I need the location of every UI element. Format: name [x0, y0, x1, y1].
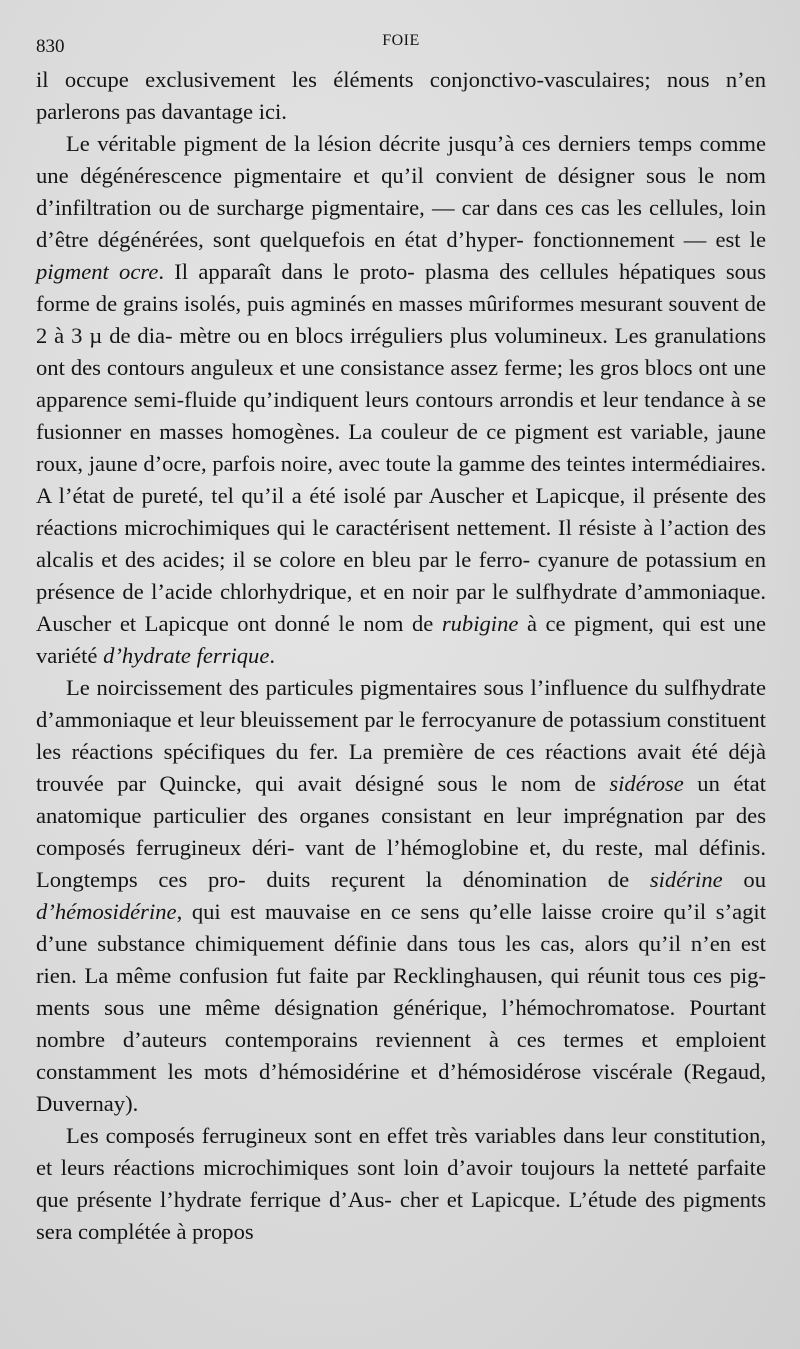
text-run: un état anatomique particulier des organes consistant en leur imprégnation par des composés ferrugineux déri- vant de l’hémoglobine et, du reste, mal définis. Longtemps ces pro- duits reçurent la dénomination de — [36, 771, 766, 892]
page-number: 830 — [36, 36, 65, 57]
text-run: Le véritable pigment de la lésion décrite jusqu’à ces derniers temps comme une dégénérescence pigmentaire et qu’il convient de désigner sous le nom d’infiltration ou de surcharge pigmentaire, — car dans ces cas les cellules, loin d’être dégénérées, sont quelquefois en état d’hyper- fonctionnement — est le — [36, 131, 766, 252]
text-run: ou — [722, 867, 766, 892]
text-run: . — [269, 643, 276, 668]
italic-term: sidérose — [609, 771, 684, 796]
text-run: . Il apparaît dans le proto- plasma des cellules hépatiques sous forme de grains isolés, puis agminés en masses mûriformes mesurant souvent de 2 à 3 µ de dia- mètre ou en blocs irréguliers plus volumineux. Les granulations ont des contours anguleux et une consistance assez ferme; les gros blocs ont une apparence semi-fluide qu’indiquent leurs contours arrondis et leur tendance à se fusionner en masses homogènes. La couleur de ce pigment est variable, jaune roux, jaune d’ocre, parfois noire, avec toute la gamme des teintes intermédiaires. A l’état de pureté, tel qu’il a été isolé par Auscher et Lapicque, il présente des réactions microchimiques qui le caractérisent nettement. Il résiste à l’action des alcalis et des acides; il se colore en bleu par le ferro- cyanure de potassium en présence de l’acide chlorhydrique, et en noir par le sulfhydrate d’ammoniaque. Auscher et Lapicque ont donné le nom de — [36, 259, 766, 636]
italic-term: d’hémosidérine — [36, 899, 177, 924]
text-run: , qui est mauvaise en ce sens qu’elle laisse croire qu’il s’agit d’une substance chimiquement définie dans tous les cas, alors qu’il n’en est rien. La même confusion fut faite par Recklinghausen, qui réunit tous ces pig- ments sous une même désignation générique, l’hémochromatose. Pourtant nombre d’auteurs contemporains reviennent à ces termes et emploient constamment les mots d’hémosidérine et d’hémosidérose viscérale (Regaud, Duvernay). — [36, 899, 766, 1116]
running-head: FOIE — [382, 32, 420, 49]
page-header — [36, 30, 766, 64]
text-run: à ce pigment, qui est une variété — [36, 611, 766, 668]
italic-term: pigment ocre — [36, 259, 159, 284]
body-text — [36, 64, 766, 1248]
paragraph-1: il occupe exclusivement les éléments conjonctivo-vasculaires; nous n’en parlerons pas davantage ici. — [36, 67, 766, 124]
paragraph-4: Les composés ferrugineux sont en effet très variables dans leur constitution, et leurs réactions microchimiques sont loin d’avoir toujours la netteté parfaite que présente l’hydrate ferrique d’Aus- cher et Lapicque. L’étude des pigments sera complétée à propos — [36, 1123, 766, 1244]
paragraph-3 — [36, 672, 766, 1120]
text-run: Le noircissement des particules pigmentaires sous l’influence du sulfhydrate d’ammoniaque et leur bleuissement par le ferrocyanure de potassium constituent les réactions spécifiques du fer. La première de ces réactions avait été déjà trouvée par Quincke, qui avait désigné sous le nom de — [36, 675, 766, 796]
italic-term: sidérine — [649, 867, 723, 892]
paragraph-2 — [36, 128, 766, 672]
italic-term: d’hydrate ferrique — [103, 643, 270, 668]
italic-term: rubigine — [441, 611, 519, 636]
